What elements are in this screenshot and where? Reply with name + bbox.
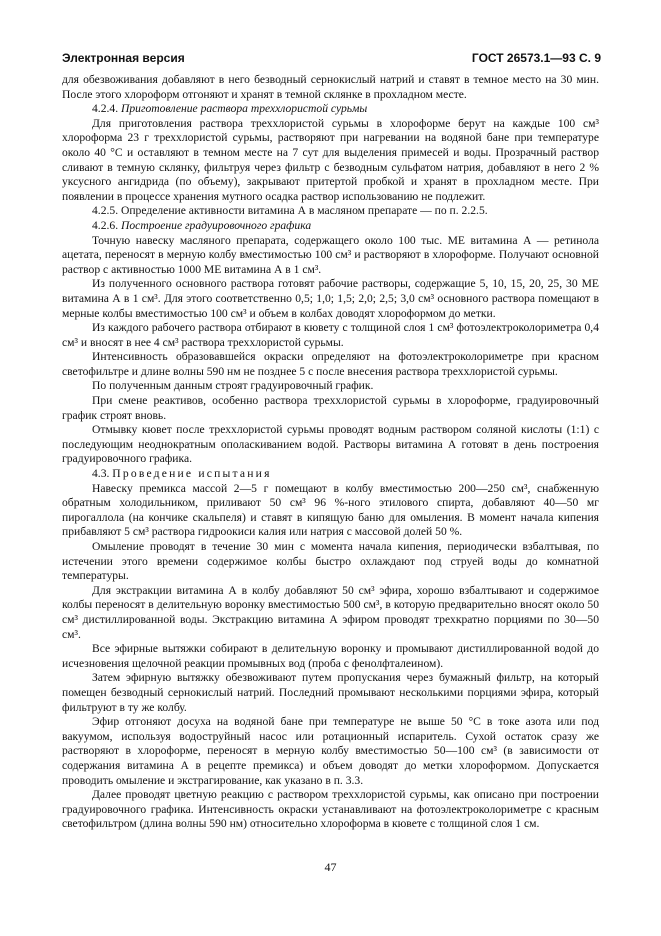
paragraph: По полученным данным строят градуировочный график. bbox=[92, 379, 374, 393]
header-left: Электронная версия bbox=[62, 51, 185, 65]
paragraph: Из полученного основного раствора готовят рабочие растворы, содержащие 5, 10, 15, 20, 25, 30 МЕ витамина А в 1 см³. Для этого соответственно 0,5; 1,0; 1,5; 2,0; 2,5; 3,0 см³ основного раствора помещают в мерные колбы вместимостью 100 см³ и объем в колбах доводят хлороформом до метки. bbox=[62, 277, 599, 320]
section-title: Приготовление раствора треххлористой сурьмы bbox=[121, 102, 368, 116]
paragraph: Омыление проводят в течение 30 мин с момента начала кипения, периодически взбалтывая, по истечении этого времени содержимое колбы быстро охлаждают под струей воды до комнатной температуры. bbox=[62, 540, 599, 583]
paragraph: Для приготовления раствора треххлористой сурьмы в хлороформе берут на каждые 100 см³ хлороформа 23 г треххлористой сурьмы, растворяют при нагревании на водяной бане при температуре около 40 °С и оставляют в темном месте на 7 сут для выделения примесей и воды. Прозрачный раствор сливают в темную склянку, фильтруя через фильтр с безводным сульфатом натрия, добавляют в него 2 % уксусного ангидрида (по объему), закрывают притертой пробкой и хранят в прохладном месте. При появлении в процессе хранения мутного осадка раствор использованию не подлежит. bbox=[62, 116, 599, 203]
paragraph: Интенсивность образовавшейся окраски определяют на фотоэлектроколориметре при красном светофильтре и длине волны 590 нм не позднее 5 с после внесения раствора треххлористой сурьмы. bbox=[62, 350, 599, 378]
section-number: 4.2.6. bbox=[92, 218, 119, 232]
section-heading-4-3 bbox=[62, 467, 599, 482]
paragraph: Затем эфирную вытяжку обезвоживают путем пропускания через бумажный фильтр, на который помещен безводный сернокислый натрий. Последний промывают несколькими порциями эфира, который фильтруют в ту же колбу. bbox=[62, 671, 599, 714]
paragraph: Далее проводят цветную реакцию с раствором треххлористой сурьмы, как описано при построении градуировочного графика. Интенсивность окраски устанавливают на фотоэлектроколориметре с красным светофильтром (длина волны 590 нм) относительно хлороформа в кювете с толщиной слоя 1 см. bbox=[62, 788, 599, 831]
page-number: 47 bbox=[324, 860, 337, 874]
paragraph: 4.2.5. Определение активности витамина А в масляном препарате — по п. 2.2.5. bbox=[92, 204, 488, 218]
paragraph: для обезвоживания добавляют в него безводный сернокислый натрий и ставят в темное место на 30 мин. После этого хлороформ отгоняют и хранят в темной склянке в прохладном месте. bbox=[62, 73, 599, 101]
paragraph: Все эфирные вытяжки собирают в делительную воронку и промывают дистиллированной водой до исчезновения щелочной реакции промывных вод (проба с фенолфталеином). bbox=[62, 642, 599, 670]
header-right: ГОСТ 26573.1—93 С. 9 bbox=[471, 51, 601, 65]
section-number: 4.3. bbox=[92, 467, 110, 481]
paragraph: Точную навеску масляного препарата, содержащего около 100 тыс. МЕ витамина А — ретинола ацетата, переносят в мерную колбу вместимостью 100 см³ и растворяют в хлороформе. Получают основной раствор с активностью 1000 МЕ витамина А в 1 см³. bbox=[62, 233, 599, 276]
paragraph: Для экстракции витамина А в колбу добавляют 50 см³ эфира, хорошо взбалтывают и содержимое колбы переносят в делительную воронку вместимостью 500 см³, в которую предварительно вносят около 50 см³ дистиллированной воды. Экстракцию витамина А эфиром проводят трехкратно порциями по 30—50 см³. bbox=[62, 583, 599, 641]
paragraph: Эфир отгоняют досуха на водяной бане при температуре не выше 50 °С в токе азота или под вакуумом, используя водоструйный насос или ротационный испаритель. Сухой остаток сразу же растворяют в хлороформе, переносят в мерную колбу вместимостью 50—100 см³ (в зависимости от содержания витамина А в рецепте премикса) и объем доводят до метки хлороформом. Допускается проводить омыление и экстрагирование, как указано в п. 3.3. bbox=[62, 715, 599, 787]
paragraph: Навеску премикса массой 2—5 г помещают в колбу вместимостью 200—250 см³, снабженную обратным холодильником, приливают 50 см³ 96 %-ного этилового спирта, добавляют 40—50 мг пирогаллола (на кончике скальпеля) и ставят в кипящую баню для омыления. В момент начала кипения прибавляют 5 см³ раствора гидроокиси калия или натрия с массовой долей 50 %. bbox=[62, 481, 599, 539]
section-title: Проведение испытания bbox=[112, 467, 272, 481]
section-number: 4.2.4. bbox=[92, 102, 119, 116]
section-heading-4-2-6 bbox=[62, 219, 599, 234]
section-heading-4-2-4 bbox=[62, 102, 599, 117]
document-body bbox=[62, 73, 599, 832]
paragraph: При смене реактивов, особенно раствора треххлористой сурьмы в хлороформе, градуировочный график строят вновь. bbox=[62, 394, 599, 422]
paragraph: Отмывку кювет после треххлористой сурьмы проводят водным раствором соляной кислоты (1:1) с последующим неоднократным ополаскиванием водой. Растворы витамина А готовят в день построения градуировочного графика. bbox=[62, 423, 599, 466]
section-title: Построение градуировочного графика bbox=[121, 218, 312, 232]
paragraph: Из каждого рабочего раствора отбирают в кювету с толщиной слоя 1 см³ фотоэлектроколориметра 0,4 см³ и вносят в нее 4 см³ раствора треххлористой сурьмы. bbox=[62, 321, 599, 349]
